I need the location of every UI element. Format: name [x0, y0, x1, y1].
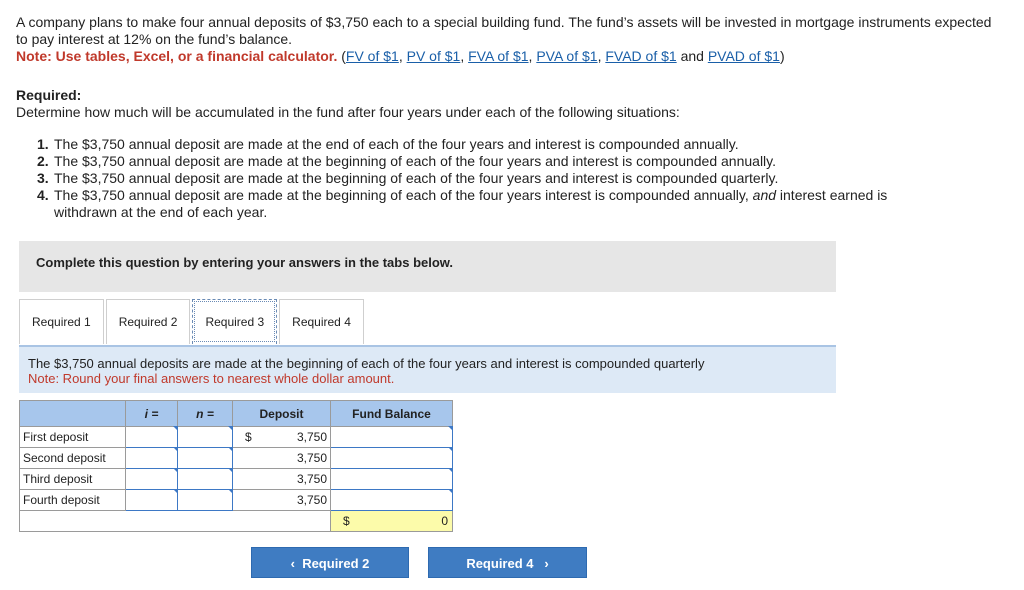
chevron-right-icon: ›: [544, 556, 549, 571]
prev-button-label: Required 2: [302, 556, 370, 571]
deposit-cell: $ 3,750: [233, 427, 331, 448]
header-blank: [20, 401, 126, 427]
problem-text: A company plans to make four annual deposits of $3,750 each to a special building fund. The fund’s assets will be invested in mortgage instruments expected to pay interest at 12% on the fund’s balance.: [16, 14, 992, 47]
row-label: Second deposit: [20, 448, 126, 469]
i-input[interactable]: [126, 427, 178, 448]
n-input[interactable]: [178, 469, 233, 490]
table-total-row: [20, 511, 453, 532]
item-text: The $3,750 annual deposit are made at the end of each of the four years and interest is compounded annually.: [54, 136, 739, 152]
tab-required-3[interactable]: Required 3: [192, 299, 277, 344]
header-deposit: Deposit: [233, 401, 331, 427]
deposit-cell: 3,750: [233, 469, 331, 490]
row-label: Third deposit: [20, 469, 126, 490]
answer-table: [19, 400, 453, 532]
i-input[interactable]: [126, 490, 178, 511]
tab-required-4[interactable]: Required 4: [279, 299, 364, 344]
list-item: [37, 153, 917, 170]
link-fv[interactable]: FV of $1: [345, 48, 399, 64]
panel-note: Note: Round your final answers to nearest whole dollar amount.: [28, 371, 395, 386]
item-text-b: interest earned is withdrawn at the end of each year.: [54, 187, 888, 220]
fund-balance-total: $ 0: [331, 511, 453, 532]
list-item: [37, 170, 917, 187]
list-item: [37, 136, 917, 153]
next-button-label: Required 4: [466, 556, 534, 571]
n-input[interactable]: [178, 490, 233, 511]
fund-balance-input[interactable]: [331, 490, 453, 511]
header-i: i =: [126, 401, 178, 427]
header-n: n =: [178, 401, 233, 427]
list-item: [37, 187, 917, 221]
and-word: and: [680, 48, 704, 64]
item-number: 1.: [37, 136, 49, 152]
n-input[interactable]: [178, 448, 233, 469]
tab-required-2[interactable]: Required 2: [106, 299, 191, 344]
table-row: [20, 490, 453, 511]
link-pv[interactable]: PV of $1: [406, 48, 461, 64]
note-label: Note: Use tables, Excel, or a financial calculator.: [16, 48, 338, 64]
table-header-row: [20, 401, 453, 427]
total-blank: [20, 511, 126, 532]
link-pva[interactable]: PVA of $1: [536, 48, 598, 64]
i-input[interactable]: [126, 469, 178, 490]
next-required-button[interactable]: [428, 547, 587, 578]
chevron-left-icon: ‹: [290, 556, 295, 571]
tab-bar: [19, 299, 366, 345]
panel-description: The $3,750 annual deposits are made at the beginning of each of the four years and interest is compounded quarterly: [28, 356, 705, 371]
item-number: 4.: [37, 187, 49, 203]
fund-balance-input[interactable]: [331, 469, 453, 490]
table-row: [20, 427, 453, 448]
deposit-cell: 3,750: [233, 490, 331, 511]
row-label: Fourth deposit: [20, 490, 126, 511]
header-fund-balance: Fund Balance: [331, 401, 453, 427]
instruction-banner: Complete this question by entering your answers in the tabs below.: [19, 241, 836, 292]
row-label: First deposit: [20, 427, 126, 448]
i-input[interactable]: [126, 448, 178, 469]
n-input[interactable]: [178, 427, 233, 448]
table-row: [20, 448, 453, 469]
required-heading: Required:: [16, 87, 82, 103]
tab-panel-header: [19, 345, 836, 393]
required-description: Determine how much will be accumulated in the fund after four years under each of the following situations:: [16, 104, 680, 120]
prev-required-button[interactable]: [251, 547, 409, 578]
link-pvad[interactable]: PVAD of $1: [707, 48, 780, 64]
link-fvad[interactable]: FVAD of $1: [605, 48, 677, 64]
item-text: The $3,750 annual deposit are made at the beginning of each of the four years and interest is compounded quarterly.: [54, 170, 779, 186]
link-fva[interactable]: FVA of $1: [468, 48, 529, 64]
item-text-em: and: [752, 187, 777, 203]
problem-intro: A company plans to make four annual deposits of $3,750 each to a special building fund. The fund’s assets will be invested in mortgage instruments expected to pay interest at 12% on the fund’s balance. Note: Use tables, Excel, or a financial calculator. (FV of $1, PV of $1, FVA of $1, PVA of $1, FVAD of $1 and PVAD of $1): [16, 14, 992, 64]
table-row: [20, 469, 453, 490]
fund-balance-input[interactable]: [331, 448, 453, 469]
item-number: 2.: [37, 153, 49, 169]
required-list: [37, 136, 917, 221]
item-text-a: The $3,750 annual deposit are made at the beginning of each of the four years interest is compounded annually,: [54, 187, 749, 203]
item-text: The $3,750 annual deposit are made at the beginning of each of the four years and interest is compounded annually.: [54, 153, 777, 169]
item-number: 3.: [37, 170, 49, 186]
tab-required-1[interactable]: Required 1: [19, 299, 104, 344]
deposit-cell: 3,750: [233, 448, 331, 469]
fund-balance-input[interactable]: [331, 427, 453, 448]
